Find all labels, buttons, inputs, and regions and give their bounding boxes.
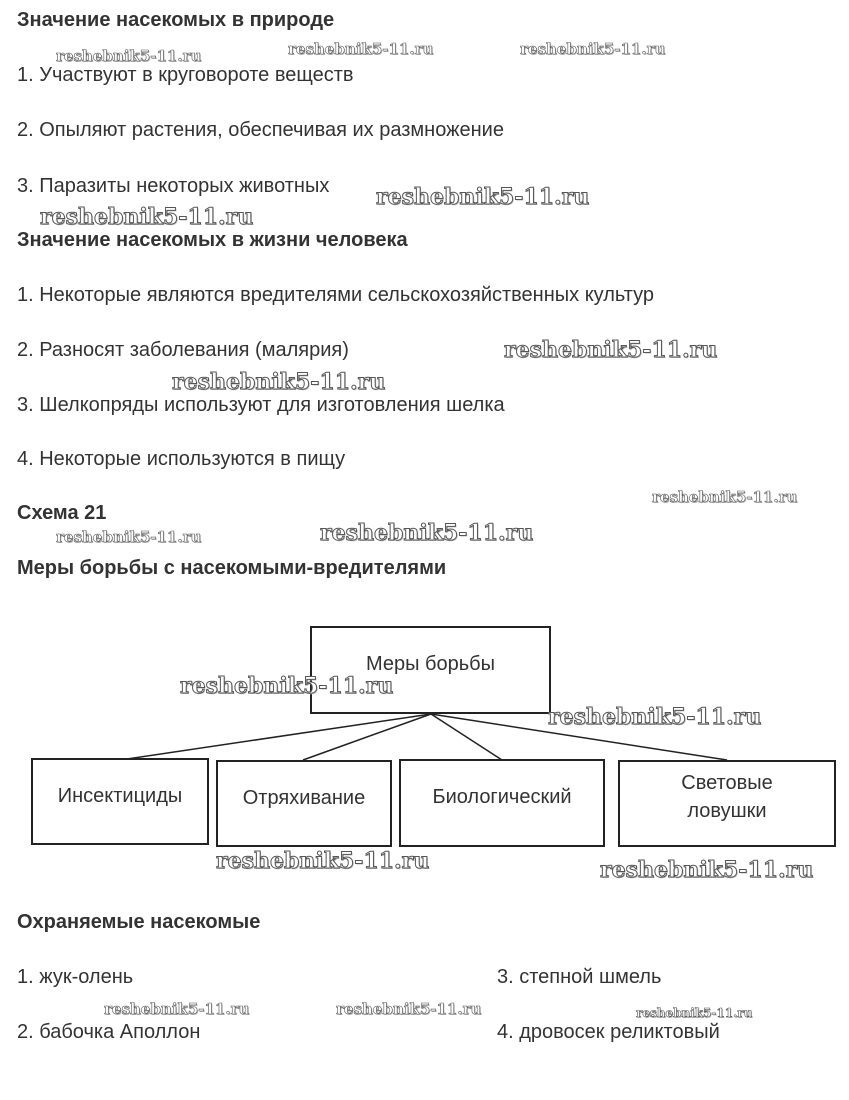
watermark: reshebnik5-11.ru (216, 848, 430, 874)
diagram-root-box (310, 626, 551, 714)
nature-item-2: 2. Опыляют растения, обеспечивая их размножение (17, 119, 504, 141)
diagram-child-light-traps (618, 760, 836, 847)
watermark: reshebnik5-11.ru (104, 1000, 250, 1018)
protected-item-3: 3. степной шмель (497, 966, 662, 988)
human-item-4: 4. Некоторые используются в пищу (17, 448, 346, 470)
diagram-root-label: Меры борьбы (365, 653, 495, 675)
connector-line-3 (431, 714, 502, 760)
protected-item-2: 2. бабочка Аполлон (17, 1021, 201, 1043)
child-label-light-traps: Световые ловушки (681, 772, 773, 822)
section-protected-title: Охраняемые насекомые (17, 911, 261, 933)
diagram-child-shaking (216, 760, 392, 847)
watermark: reshebnik5-11.ru (636, 1006, 753, 1020)
watermark: reshebnik5-11.ru (652, 488, 798, 506)
watermark: reshebnik5-11.ru (56, 528, 202, 546)
watermark: reshebnik5-11.ru (336, 1000, 482, 1018)
child-label-insecticides: Инсектициды (57, 785, 183, 807)
watermark: reshebnik5-11.ru (548, 704, 762, 730)
watermark: reshebnik5-11.ru (504, 337, 718, 363)
scheme-label: Схема 21 (17, 502, 107, 524)
human-item-2: 2. Разносят заболевания (малярия) (17, 339, 349, 361)
watermark: reshebnik5-11.ru (40, 204, 254, 230)
scheme-title: Меры борьбы с насекомыми-вредителями (17, 557, 447, 579)
section-human-title: Значение насекомых в жизни человека (17, 229, 408, 251)
watermark: reshebnik5-11.ru (520, 40, 666, 58)
watermark: reshebnik5-11.ru (288, 40, 434, 58)
protected-item-1: 1. жук-олень (17, 966, 134, 988)
diagram-child-biological (399, 759, 605, 847)
watermark: reshebnik5-11.ru (56, 47, 202, 65)
connector-line-2 (303, 714, 431, 760)
human-item-3: 3. Шелкопряды используют для изготовления шелка (17, 394, 505, 416)
diagram-child-insecticides (31, 758, 209, 845)
watermark: reshebnik5-11.ru (376, 184, 590, 210)
watermark: reshebnik5-11.ru (600, 857, 814, 883)
protected-item-4: 4. дровосек реликтовый (497, 1021, 720, 1043)
child-label-biological: Биологический (432, 786, 572, 808)
connector-line-1 (120, 714, 431, 760)
nature-item-3: 3. Паразиты некоторых животных (17, 175, 330, 197)
child-label-shaking: Отряхивание (242, 787, 366, 809)
human-item-1: 1. Некоторые являются вредителями сельскохозяйственных культур (17, 284, 655, 306)
watermark: reshebnik5-11.ru (172, 369, 386, 395)
section-nature-title: Значение насекомых в природе (17, 9, 335, 31)
watermark: reshebnik5-11.ru (320, 520, 534, 546)
watermark: reshebnik5-11.ru (180, 673, 394, 699)
nature-item-1: 1. Участвуют в круговороте веществ (17, 64, 354, 86)
